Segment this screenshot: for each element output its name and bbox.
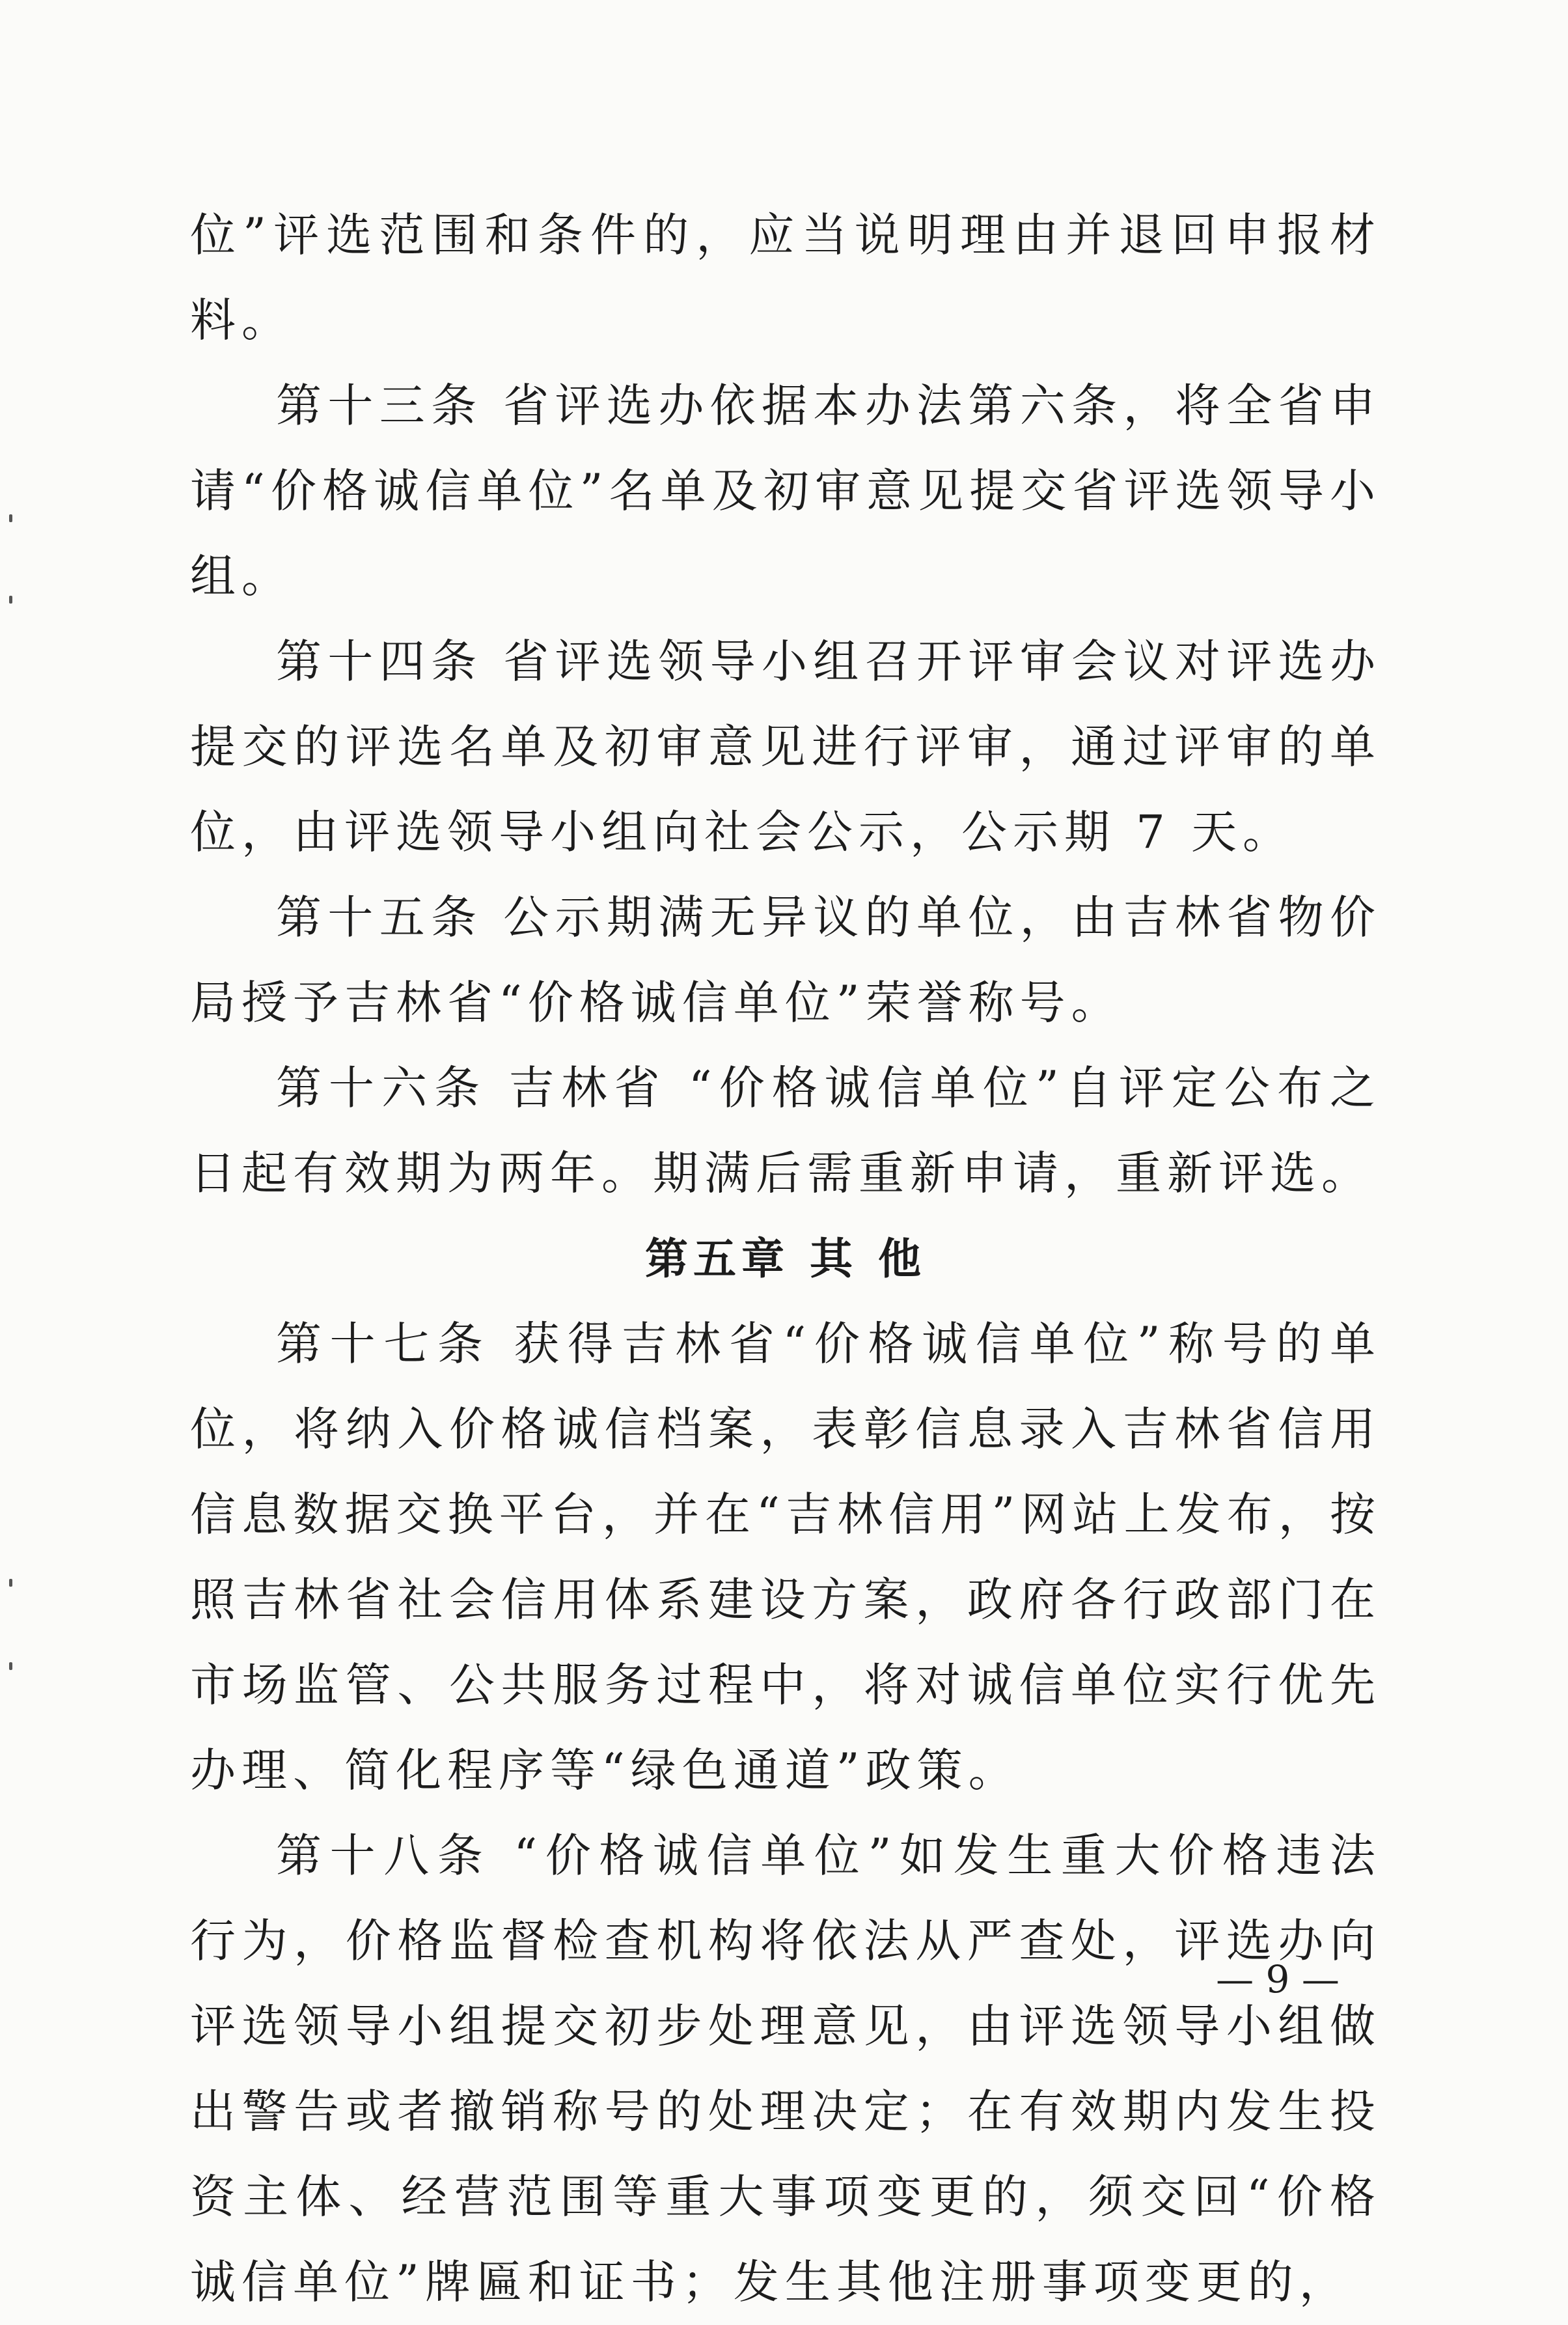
page-number: — 9 — (1216, 1957, 1340, 2001)
paragraph-article-15: 第十五条 公示期满无异议的单位，由吉林省物价局授予吉林省“价格诚信单位”荣誉称号。 (190, 891, 1381, 1029)
paragraph-article-17: 第十七条 获得吉林省“价格诚信单位”称号的单位，将纳入价格诚信档案，表彰信息录入吉林省信用信息数据交换平台，并在“吉林信用”网站上发布，按照吉林省社会信用体系建设方案，政府各行政部门在市场监管、公共服务过程中，将对诚信单位实行优先办理、简化程序等“绿色通道”政策。 (190, 1317, 1381, 1797)
chapter-heading: 第五章 其 他 (645, 1234, 926, 1284)
scan-mark (9, 1662, 12, 1670)
paragraph-article-14: 第十四条 省评选领导小组召开评审会议对评选办提交的评选名单及初审意见进行评审，通过评审的单位，由评选领导小组向社会公示，公示期 7 天。 (190, 635, 1381, 859)
scan-mark (9, 514, 12, 522)
paragraph-article-13: 第十三条 省评选办依据本办法第六条，将全省申请“价格诚信单位”名单及初审意见提交省评选领导小组。 (190, 379, 1381, 603)
scan-mark (9, 1579, 12, 1587)
paragraph-article-16: 第十六条 吉林省 “价格诚信单位”自评定公布之日起有效期为两年。期满后需重新申请，重新评选。 (190, 1061, 1381, 1200)
scan-mark (9, 596, 12, 604)
paragraph-continuation: 位”评选范围和条件的，应当说明理由并退回申报材料。 (190, 208, 1381, 347)
paragraph-article-18: 第十八条 “价格诚信单位”如发生重大价格违法行为，价格监督检查机构将依法从严查处，评选办向评选领导小组提交初步处理意见，由评选领导小组做出警告或者撤销称号的处理决定；在有效期内发生投资主体、经营范围等重大事项变更的，须交回“价格诚信单位”牌匾和证书；发生其他注册事项变更的， (190, 1829, 1381, 2309)
